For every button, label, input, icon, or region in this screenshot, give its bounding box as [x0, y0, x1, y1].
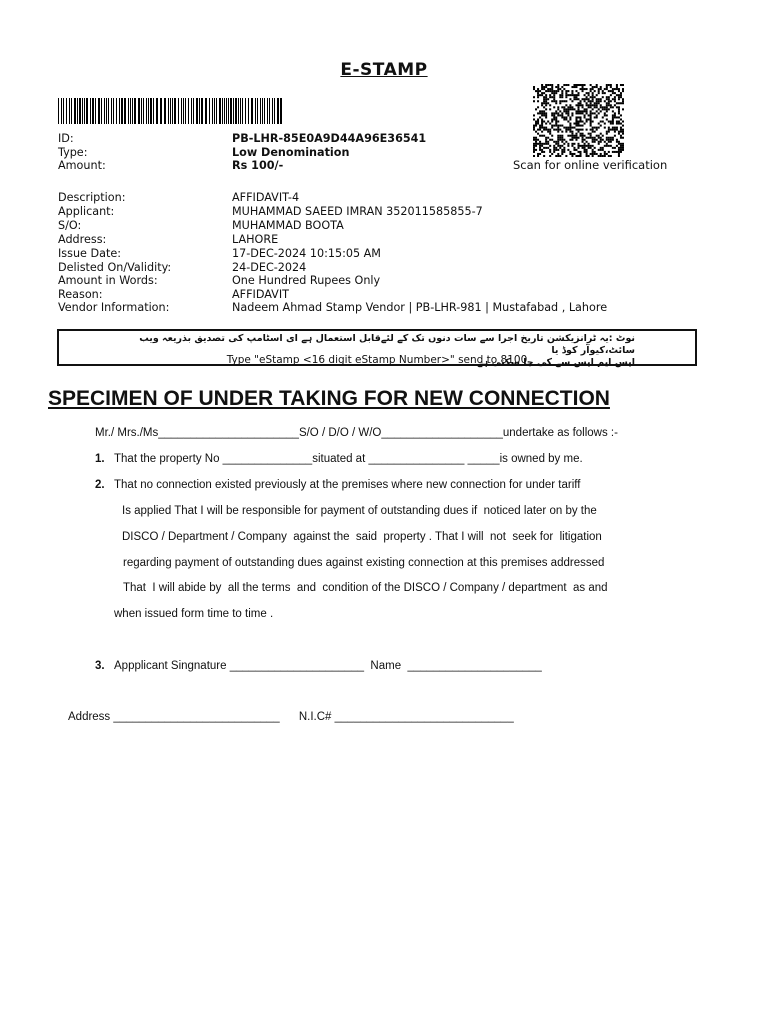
item-2-number: 2. — [95, 479, 105, 491]
stamp-field-label: S/O: — [58, 219, 82, 232]
stamp-field-value: 24-DEC-2024 — [232, 261, 307, 274]
scan-verification-text: Scan for online verification — [513, 158, 668, 172]
document-heading: SPECIMEN OF UNDER TAKING FOR NEW CONNECTION — [48, 387, 610, 410]
stamp-field-value: Low Denomination — [232, 146, 350, 159]
urdu-notice-line-1: نوٹ :یہ ٹرانزیکشن تاریخ اجرا سے سات دنوں تک کے لئےقابل استعمال ہے ای اسٹامپ کی تصدیق بذریعہ ویب سائٹ،کیوآر کوڈ یا — [139, 333, 635, 356]
item-3-number: 3. — [95, 660, 105, 672]
stamp-field-value: Rs 100/- — [232, 159, 284, 172]
item-2-line: DISCO / Department / Company against the said property . That I will not seek for litigation — [122, 531, 602, 543]
stamp-field-value: PB-LHR-85E0A9D44A96E36541 — [232, 132, 427, 145]
stamp-field-label: Type: — [58, 146, 88, 159]
item-2-line: Is applied That I will be responsible for payment of outstanding dues if noticed later on by the — [122, 505, 597, 517]
item-2-line: That I will abide by all the terms and condition of the DISCO / Company / department as and — [120, 582, 608, 594]
qr-code-image[interactable] — [533, 84, 624, 157]
intro-line: Mr./ Mrs./Ms______________________S/O / D/O / W/O___________________undertake as follows :- — [95, 427, 618, 439]
stamp-field-label: Amount in Words: — [58, 274, 158, 287]
stamp-field-label: Description: — [58, 191, 126, 204]
stamp-field-value: MUHAMMAD SAEED IMRAN 352011585855-7 — [232, 205, 483, 218]
signature-line: Appplicant Singnature _____________________ Name _____________________ — [114, 660, 542, 672]
stamp-field-value: Nadeem Ahmad Stamp Vendor | PB-LHR-981 | Mustafabad , Lahore — [232, 301, 608, 314]
sms-instruction: Type "eStamp <16 digit eStamp Number>" send to 8100 — [226, 354, 528, 366]
stamp-field-label: Address: — [58, 233, 107, 246]
stamp-field-value: 17-DEC-2024 10:15:05 AM — [232, 247, 381, 260]
stamp-title: E-STAMP — [340, 60, 428, 80]
item-1-text: That the property No ______________situated at _______________ _____is owned by me. — [114, 453, 583, 465]
stamp-field-label: Delisted On/Validity: — [58, 261, 172, 274]
stamp-field-label: Vendor Information: — [58, 301, 170, 314]
notice-box — [57, 329, 697, 366]
barcode-image — [58, 98, 282, 124]
item-2-line: regarding payment of outstanding dues against existing connection at this premises addressed — [123, 557, 605, 569]
address-nic-line: Address __________________________ N.I.C# ____________________________ — [68, 711, 514, 723]
item-2-line: when issued form time to time . — [114, 608, 274, 620]
urdu-notice-line-2: ایس ایم ایس سے کی جا سکتی ہے۔ — [471, 357, 635, 368]
stamp-field-value: LAHORE — [232, 233, 279, 246]
stamp-field-value: AFFIDAVIT-4 — [232, 191, 300, 204]
stamp-field-value: One Hundred Rupees Only — [232, 274, 381, 287]
stamp-field-label: ID: — [58, 132, 74, 145]
stamp-field-label: Reason: — [58, 288, 103, 301]
stamp-field-value: MUHAMMAD BOOTA — [232, 219, 344, 232]
item-2-line: That no connection existed previously at the premises where new connection for under tariff — [114, 479, 581, 491]
stamp-field-value: AFFIDAVIT — [232, 288, 289, 301]
item-1-number: 1. — [95, 453, 105, 465]
stamp-field-label: Issue Date: — [58, 247, 121, 260]
stamp-field-label: Applicant: — [58, 205, 115, 218]
stamp-field-label: Amount: — [58, 159, 106, 172]
